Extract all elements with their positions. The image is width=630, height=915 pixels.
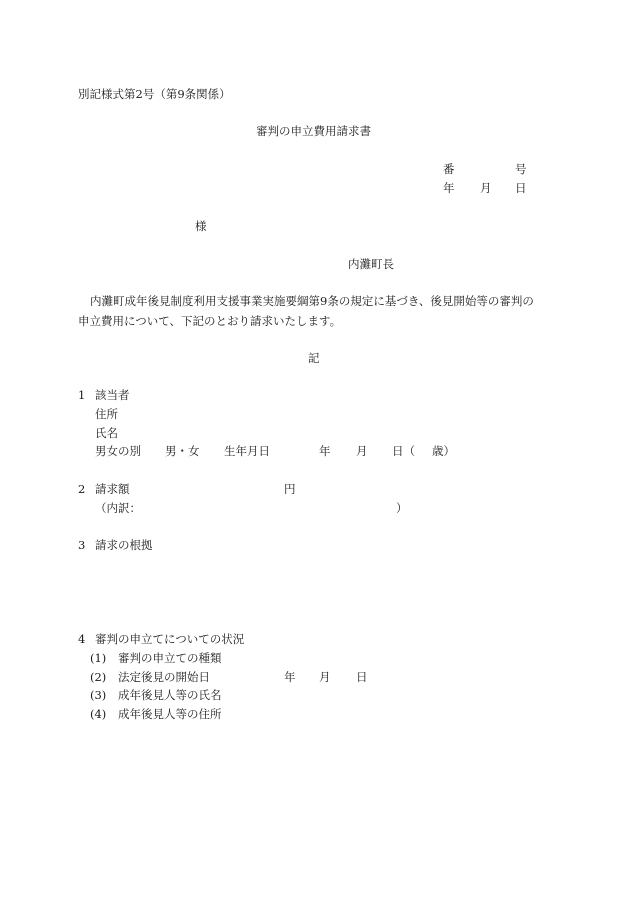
yen-unit: 円 [284, 482, 296, 496]
birth-date-label: 生年月日 [224, 444, 270, 458]
item-label: 審判の申立ての種類 [118, 651, 222, 665]
number-label: 番 [443, 162, 455, 176]
section1-number: 1 [78, 388, 86, 402]
section2-title: 請求額 [95, 482, 130, 496]
start-day: 日 [356, 670, 368, 684]
date-day: 日 [515, 181, 527, 195]
section4-number: 4 [78, 632, 86, 646]
start-month: 月 [319, 670, 331, 684]
birth-year: 年 [319, 444, 331, 458]
section3-number: 3 [78, 538, 86, 552]
section1-title: 該当者 [95, 388, 130, 402]
document-title: 審判の申立費用請求書 [256, 124, 371, 138]
section2-number: 2 [78, 482, 86, 496]
number-suffix: 号 [515, 162, 527, 176]
date-month: 月 [480, 181, 492, 195]
address-label: 住所 [95, 407, 118, 421]
section3-title: 請求の根拠 [95, 538, 153, 552]
item-label: 成年後見人等の氏名 [118, 688, 222, 702]
item-label: 法定後見の開始日 [118, 670, 210, 684]
birth-month: 月 [356, 444, 368, 458]
item-number: (2) [90, 670, 107, 684]
age-label: 歳） [432, 444, 455, 458]
section4-title: 審判の申立てについての状況 [95, 632, 245, 646]
breakdown-open: （内訳： [95, 501, 141, 515]
form-label: 別記様式第2号（第9条関係） [78, 87, 231, 101]
sex-options: 男・女 [165, 444, 200, 458]
start-year: 年 [284, 670, 296, 684]
ki-heading: 記 [308, 351, 320, 365]
date-year: 年 [443, 181, 455, 195]
breakdown-close: ） [396, 501, 408, 515]
item-label: 成年後見人等の住所 [118, 707, 222, 721]
issuer: 内灘町長 [348, 257, 394, 271]
item-number: (4) [90, 707, 107, 721]
body-line-2: 申立費用について、下記のとおり請求いたします。 [78, 314, 342, 328]
birth-day: 日（ [392, 444, 415, 458]
body-line-1: 内灘町成年後見制度利用支援事業実施要綱第9条の規定に基づき、後見開始等の審判の [90, 294, 534, 308]
name-label: 氏名 [95, 426, 118, 440]
item-number: (3) [90, 688, 107, 702]
sex-label: 男女の別 [95, 444, 141, 458]
item-number: (1) [90, 651, 107, 665]
addressee-honorific: 様 [195, 219, 207, 233]
